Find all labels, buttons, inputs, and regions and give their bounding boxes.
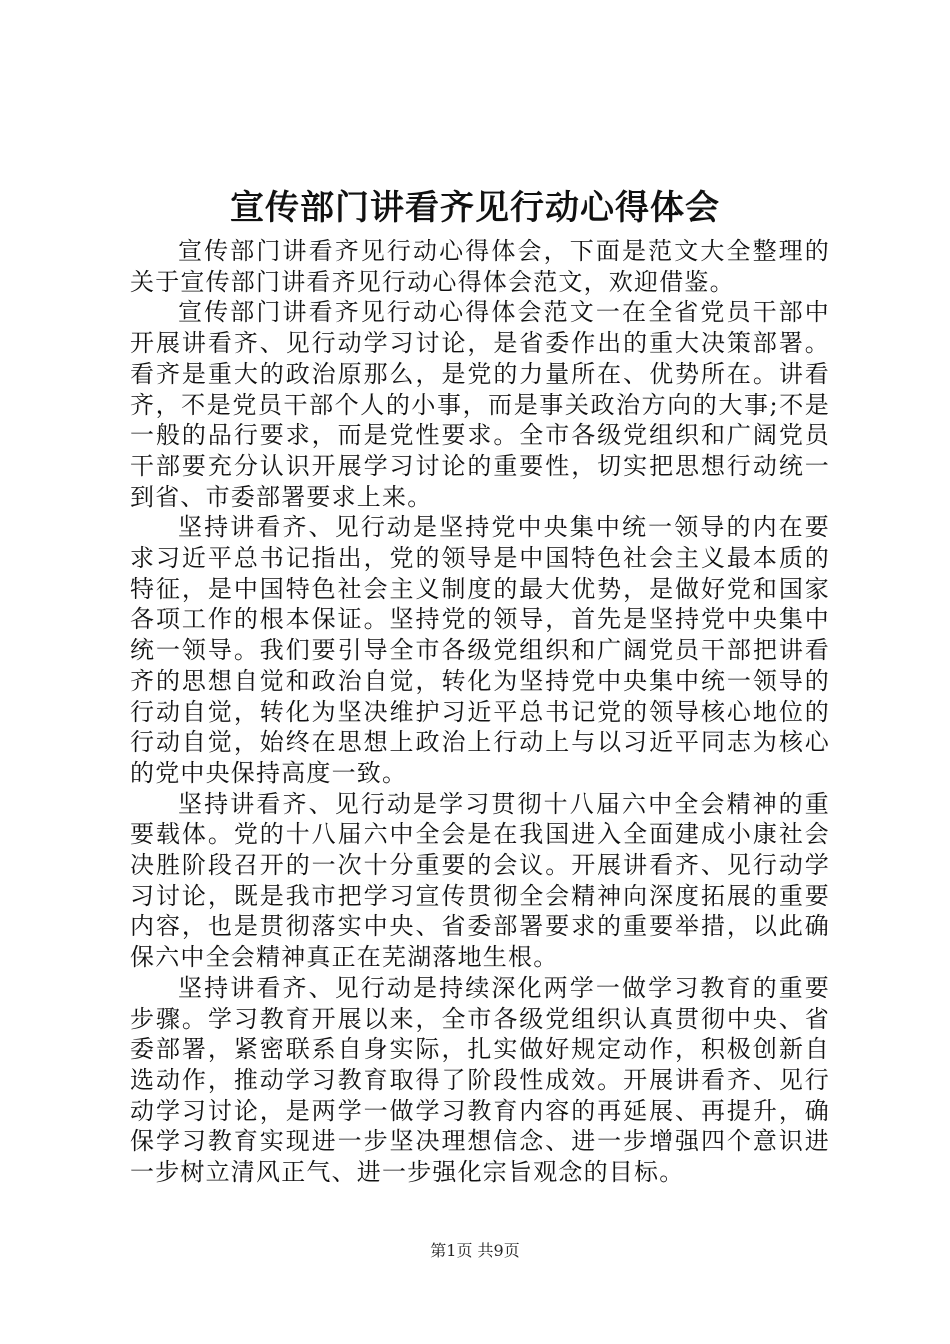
paragraph-4: 坚持讲看齐、见行动是持续深化两学一做学习教育的重要步骤。学习教育开展以来，全市各级党组织认真贯彻中央、省委部署，紧密联系自身实际，扎实做好规定动作，积极创新自选动作，推动学习教育取得了阶段性成效。开展讲看齐、见行动学习讨论，是两学一做学习教育内容的再延展、再提升，确保学习教育实现进一步坚决理想信念、进一步增强四个意识进一步树立清风正气、进一步强化宗旨观念的目标。 — [130, 973, 830, 1187]
document-title: 宣传部门讲看齐见行动心得体会 — [230, 188, 720, 228]
page-footer: 第1页 共9页 — [430, 1241, 520, 1260]
paragraph-2: 坚持讲看齐、见行动是坚持党中央集中统一领导的内在要求习近平总书记指出，党的领导是中国特色社会主义最本质的特征，是中国特色社会主义制度的最大优势，是做好党和国家各项工作的根本保证。坚持党的领导，首先是坚持党中央集中统一领导。我们要引导全市各级党组织和广阔党员干部把讲看齐的思想自觉和政治自觉，转化为坚持党中央集中统一领导的行动自觉，转化为坚决维护习近平总书记党的领导核心地位的行动自觉，始终在思想上政治上行动上与以习近平同志为核心的党中央保持高度一致。 — [130, 513, 830, 787]
paragraph-intro: 宣传部门讲看齐见行动心得体会，下面是范文大全整理的关于宣传部门讲看齐见行动心得体会范文，欢迎借鉴。 — [130, 237, 830, 296]
paragraph-1: 宣传部门讲看齐见行动心得体会范文一在全省党员干部中开展讲看齐、见行动学习讨论，是省委作出的重大决策部署。看齐是重大的政治原那么，是党的力量所在、优势所在。讲看齐，不是党员干部个人的小事，而是事关政治方向的大事;不是一般的品行要求，而是党性要求。全市各级党组织和广阔党员干部要充分认识开展学习讨论的重要性，切实把思想行动统一到省、市委部署要求上来。 — [130, 298, 830, 511]
paragraph-3: 坚持讲看齐、见行动是学习贯彻十八届六中全会精神的重要载体。党的十八届六中全会是在我国进入全面建成小康社会决胜阶段召开的一次十分重要的会议。开展讲看齐、见行动学习讨论，既是我市把学习宣传贯彻全会精神向深度拓展的重要内容，也是贯彻落实中央、省委部署要求的重要举措，以此确保六中全会精神真正在芜湖落地生根。 — [130, 789, 830, 972]
document-body — [130, 236, 830, 1188]
